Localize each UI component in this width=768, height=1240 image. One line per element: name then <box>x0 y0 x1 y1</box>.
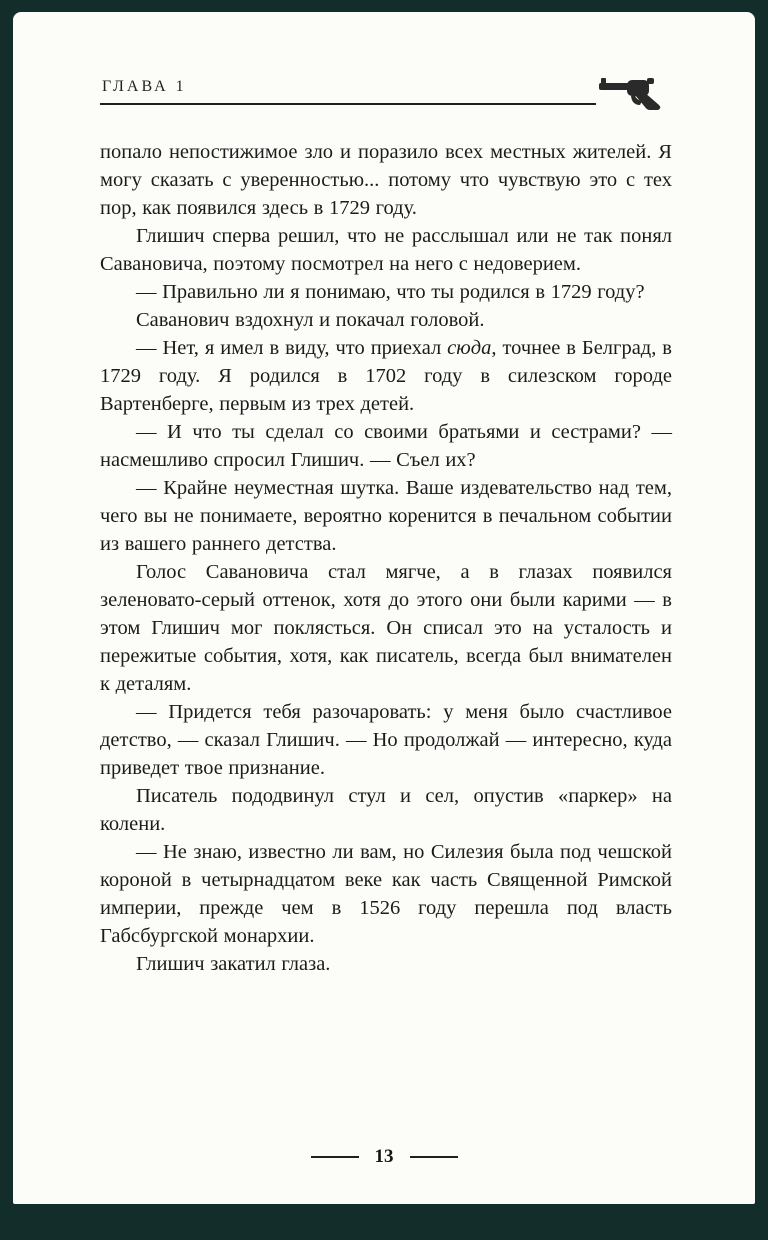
text-segment: — И что ты сделал со своими братьями и сестрами? — насмешливо спросил Глишич. — Съел их? <box>100 421 672 471</box>
text-segment: — Крайне неуместная шутка. Ваше издевательство над тем, чего вы не понимаете, вероятно коренится в печальном событии из вашего раннего детства. <box>100 477 672 555</box>
paragraph <box>100 334 672 418</box>
header-rule <box>100 103 596 105</box>
text-segment: — Не знаю, известно ли вам, но Силезия была под чешской короной в четырнадцатом веке как часть Священной Римской империи, прежде чем в 1526 году перешла под власть Габсбургской монархии. <box>100 841 672 947</box>
text-segment: Саванович вздохнул и покачал головой. <box>136 309 485 331</box>
paragraph <box>100 306 672 334</box>
text-segment: Глишич сперва решил, что не расслышал или не так понял Савановича, поэтому посмотрел на него с недоверием. <box>100 225 672 275</box>
paragraph <box>100 950 672 978</box>
paragraph <box>100 698 672 782</box>
revolver-icon <box>597 72 669 114</box>
page-number: 13 <box>374 1146 394 1167</box>
paragraph <box>100 222 672 278</box>
paragraph <box>100 418 672 474</box>
paragraph <box>100 558 672 698</box>
text-segment: сюда <box>447 337 492 359</box>
text-segment: — Нет, я имел в виду, что приехал <box>136 337 448 359</box>
footer-dash-right <box>410 1156 458 1158</box>
paragraph <box>100 838 672 950</box>
text-segment: Писатель пододвинул стул и сел, опустив «паркер» на колени. <box>100 785 672 835</box>
text-segment: — Правильно ли я понимаю, что ты родился в 1729 году? <box>136 281 645 303</box>
footer-dash-left <box>311 1156 359 1158</box>
text-segment: Голос Савановича стал мягче, а в глазах появился зеленовато-серый оттенок, хотя до этого они были карими — в этом Глишич мог поклясться. Он списал это на усталость и пережитые события, хотя, как писатель, всегда был внимателен к деталям. <box>100 561 672 695</box>
paragraph <box>100 138 672 222</box>
paragraph <box>100 474 672 558</box>
page-footer <box>13 1146 755 1168</box>
page-header <box>100 72 677 122</box>
text-segment: , точнее в Белград, в 1729 году. Я родился в 1702 году в силезском городе Вартенберге, первым из трех детей. <box>100 337 672 415</box>
paragraph <box>100 782 672 838</box>
text-segment: попало непостижимое зло и поразило всех местных жителей. Я могу сказать с уверенностью... потому что чувствую это с тех пор, как появился здесь в 1729 году. <box>100 141 672 219</box>
chapter-heading: ГЛАВА 1 <box>102 78 187 95</box>
page-body <box>100 138 672 978</box>
paragraph <box>100 278 672 306</box>
text-segment: — Придется тебя разочаровать: у меня было счастливое детство, — сказал Глишич. — Но продолжай — интересно, куда приведет твое признание. <box>100 701 672 779</box>
book-page <box>13 12 755 1204</box>
text-segment: Глишич закатил глаза. <box>136 953 331 975</box>
